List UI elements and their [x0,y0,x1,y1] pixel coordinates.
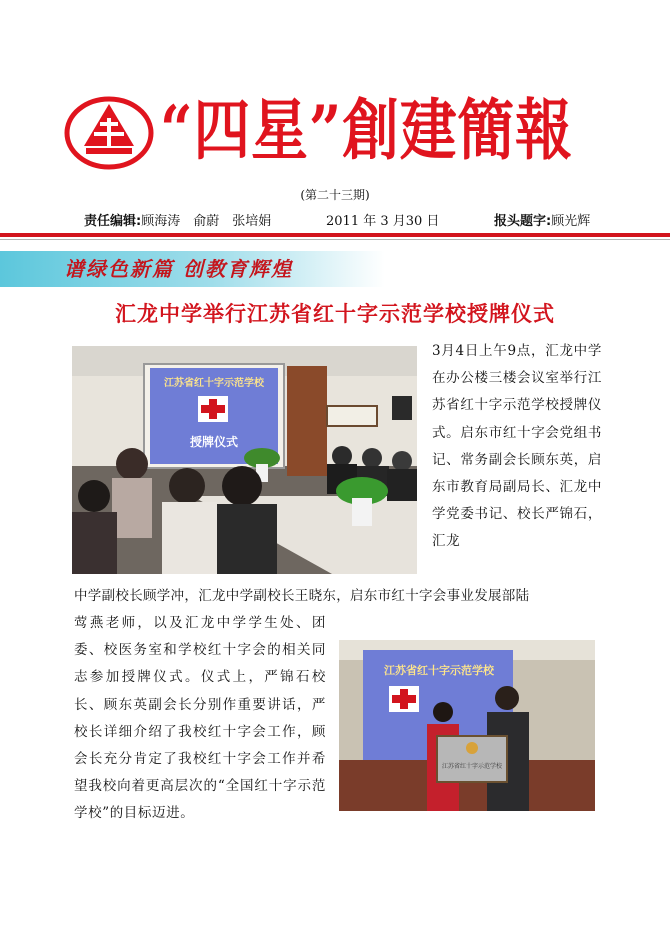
calligraphy-credit [494,210,590,229]
meeting-photo [72,346,417,574]
publish-date: 2011 年 3 月30 日 [326,214,440,229]
article-paragraph-full: 中学副校长顾学冲，汇龙中学副校长王晓东，启东市红十字会事业发展部陆 [74,588,530,604]
screen-text-bottom: 授牌仪式 [189,435,239,449]
screen-text-top: 江苏省红十字示范学校 [164,378,264,389]
screen-text: 江苏省红十字示范学校 [384,664,494,677]
plaque-photo [339,640,595,811]
header-rule-gray [0,239,670,240]
issue-number: (第二十三期) [300,188,370,202]
article-paragraph-right: 3月4日上午9点，汇龙中学在办公楼三楼会议室举行江苏省红十字示范学校授牌仪式。启东市红十字会党组书记、常务副会长顾东英，启东市教育局副局长、汇龙中学党委书记、校长严锦石，汇龙 [432,343,602,550]
newsletter-logo [64,96,154,170]
editor-line [84,210,271,229]
plaque-text: 江苏省红十字示范学校 [441,763,503,770]
masthead-title: “四星”創建簡報 [160,91,573,169]
article-title: 汇龙中学举行江苏省红十字示范学校授牌仪式 [115,302,555,326]
calligrapher-name: 顾光辉 [551,214,591,229]
editor-names: 顾海涛 俞蔚 张培娟 [141,214,272,229]
calligraphy-label: 报头题字: [494,214,552,229]
header-rule-red [0,233,670,237]
article-paragraph-left: 莺燕老师，以及汇龙中学学生处、团委、校医务室和学校红十字会的相关同志参加授牌仪式。仪式上，严锦石校长、顾东英副会长分别作重要讲话，严校长详细介绍了我校红十字会工作，顾会长充分肯定了我校红十字会工作并希望我校向着更高层次的“全国红十字示范学校”的目标迈进。 [74,615,326,822]
editor-label: 责任编辑: [84,214,142,229]
section-banner-text: 谱绿色新篇 创教育辉煌 [64,257,293,281]
